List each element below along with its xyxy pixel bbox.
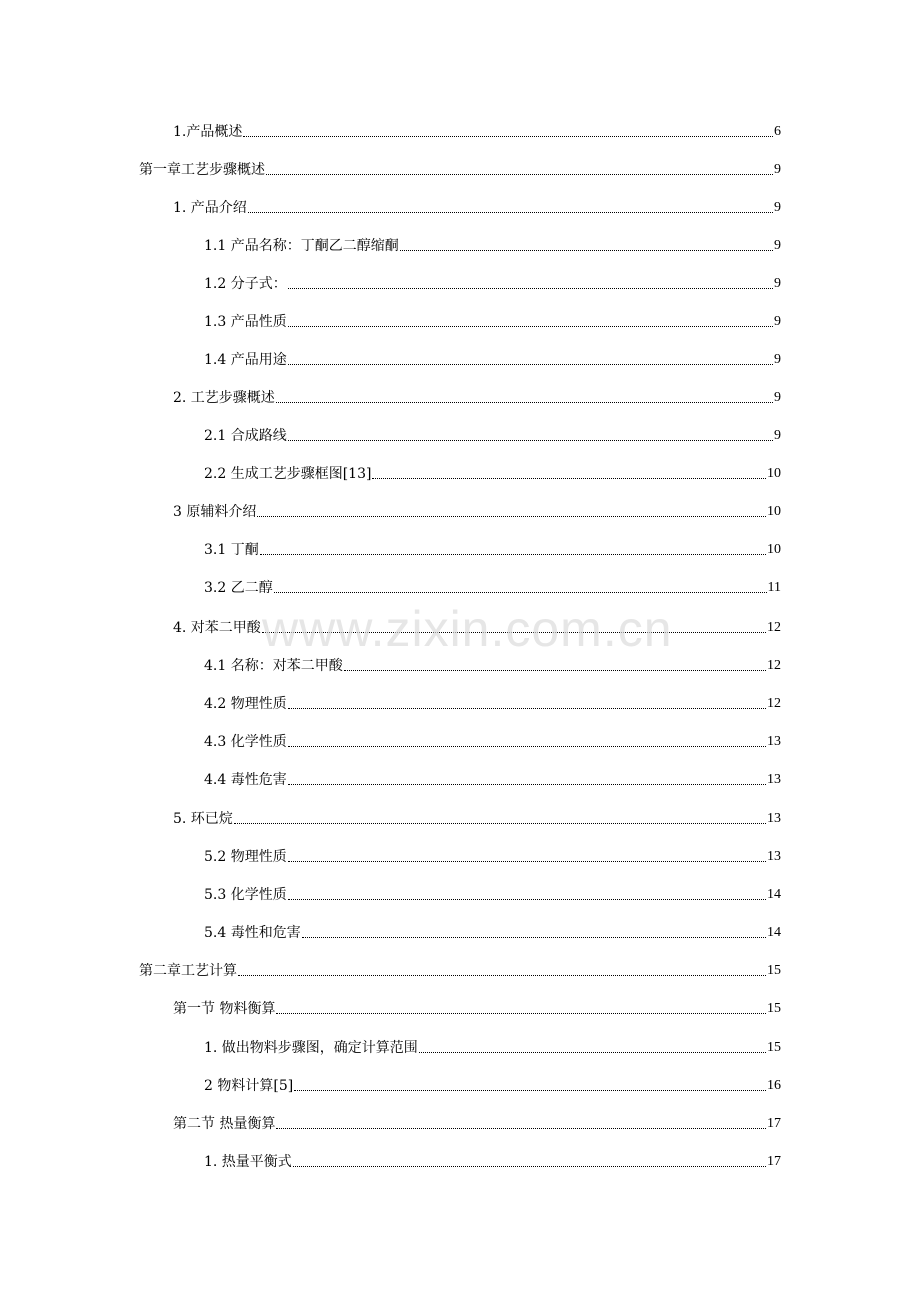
toc-entry-title: 4.4 毒性危害 — [204, 772, 287, 788]
toc-dot-leader — [260, 554, 766, 555]
toc-entry-title: 5.4 毒性和危害 — [204, 925, 301, 941]
toc-entry-3-1[interactable] — [204, 537, 781, 559]
toc-entry-title: 第二章工艺计算 — [139, 963, 237, 979]
toc-dot-leader — [302, 937, 766, 938]
toc-entry-chapter-2[interactable] — [139, 958, 781, 980]
toc-entry-title: 5. 环已烷 — [173, 811, 233, 827]
toc-entry-cyclohexane[interactable] — [173, 806, 781, 828]
toc-dot-leader — [288, 440, 773, 441]
toc-entry-page: 12 — [767, 658, 781, 673]
toc-entry-1-1[interactable] — [204, 233, 781, 255]
toc-dot-leader — [266, 174, 773, 175]
toc-entry-page: 9 — [774, 352, 781, 367]
toc-entry-page: 17 — [767, 1154, 781, 1169]
toc-entry-page: 10 — [767, 466, 781, 481]
toc-entry-title: 2. 工艺步骤概述 — [173, 390, 275, 406]
toc-entry-5-3[interactable] — [204, 882, 781, 904]
toc-entry-page: 13 — [767, 811, 781, 826]
toc-dot-leader — [248, 212, 773, 213]
toc-entry-title: 1.产品概述 — [173, 124, 243, 140]
toc-entry-heat-balance[interactable] — [204, 1149, 781, 1171]
toc-entry-page: 13 — [767, 734, 781, 749]
toc-entry-title: 4.2 物理性质 — [204, 696, 287, 712]
toc-entry-section-1[interactable] — [173, 996, 781, 1018]
toc-dot-leader — [400, 250, 773, 251]
toc-entry-title: 第二节 热量衡算 — [173, 1116, 276, 1132]
toc-entry-page: 9 — [774, 162, 781, 177]
toc-entry-title: 5.3 化学性质 — [204, 887, 287, 903]
toc-entry-title: 第一节 物料衡算 — [173, 1001, 276, 1017]
toc-dot-leader — [288, 784, 766, 785]
toc-entry-title: 3 原辅料介绍 — [173, 504, 257, 520]
toc-entry-section-2[interactable] — [173, 1111, 781, 1133]
toc-dot-leader — [276, 402, 773, 403]
toc-entry-product-overview[interactable] — [173, 119, 781, 141]
toc-dot-leader — [288, 708, 766, 709]
toc-dot-leader — [262, 632, 766, 633]
toc-entry-page: 15 — [767, 1001, 781, 1016]
toc-entry-4-2[interactable] — [204, 691, 781, 713]
toc-entry-page: 12 — [767, 696, 781, 711]
toc-dot-leader — [294, 1090, 766, 1091]
toc-entry-4-3[interactable] — [204, 729, 781, 751]
toc-entry-title: 1. 做出物料步骤图，确定计算范围 — [204, 1040, 418, 1056]
toc-entry-title: 1. 产品介绍 — [173, 200, 247, 216]
toc-entry-1-2[interactable] — [204, 271, 781, 293]
toc-entry-title: 5.2 物理性质 — [204, 849, 287, 865]
toc-entry-material-flow[interactable] — [204, 1035, 781, 1057]
toc-entry-title: 1.2 分子式： — [204, 276, 287, 292]
toc-entry-title: 1.4 产品用途 — [204, 352, 287, 368]
toc-dot-leader — [288, 899, 766, 900]
toc-entry-2-1[interactable] — [204, 423, 781, 445]
toc-dot-leader — [288, 326, 773, 327]
toc-entry-raw-materials[interactable] — [173, 499, 781, 521]
toc-entry-4-4[interactable] — [204, 767, 781, 789]
toc-dot-leader — [276, 1128, 766, 1129]
toc-entry-page: 9 — [774, 314, 781, 329]
toc-entry-process-overview[interactable] — [173, 385, 781, 407]
toc-entry-page: 9 — [774, 276, 781, 291]
toc-entry-page: 10 — [767, 542, 781, 557]
toc-entry-4-1[interactable] — [204, 653, 781, 675]
toc-entry-page: 9 — [774, 238, 781, 253]
toc-dot-leader — [288, 861, 766, 862]
toc-entry-title: 3.2 乙二醇 — [204, 580, 273, 596]
toc-dot-leader — [243, 136, 773, 137]
toc-entry-page: 13 — [767, 849, 781, 864]
toc-entry-page: 9 — [774, 428, 781, 443]
toc-entry-material-calc[interactable] — [204, 1073, 781, 1095]
toc-entry-chapter-1[interactable] — [139, 157, 781, 179]
toc-dot-leader — [274, 592, 767, 593]
watermark: www.zixin.com.cn — [262, 601, 673, 657]
toc-entry-page: 16 — [767, 1078, 781, 1093]
toc-entry-page: 9 — [774, 390, 781, 405]
toc-entry-title: 1.1 产品名称：丁酮乙二醇缩酮 — [204, 238, 399, 254]
toc-entry-page: 15 — [767, 963, 781, 978]
toc-dot-leader — [344, 670, 766, 671]
toc-dot-leader — [288, 746, 766, 747]
toc-entry-1-3[interactable] — [204, 309, 781, 331]
toc-dot-leader — [419, 1052, 766, 1053]
toc-entry-page: 13 — [767, 772, 781, 787]
toc-entry-5-4[interactable] — [204, 920, 781, 942]
toc-entry-title: 4.1 名称：对苯二甲酸 — [204, 658, 343, 674]
toc-entry-page: 14 — [767, 887, 781, 902]
toc-entry-2-2[interactable] — [204, 461, 781, 483]
toc-entry-title: 1.3 产品性质 — [204, 314, 287, 330]
toc-entry-title: 2.2 生成工艺步骤框图[13] — [204, 466, 372, 482]
toc-entry-3-2[interactable] — [204, 575, 781, 597]
toc-dot-leader — [238, 975, 766, 976]
toc-entry-page: 14 — [767, 925, 781, 940]
toc-entry-title: 2 物料计算[5] — [204, 1078, 294, 1094]
toc-entry-1-4[interactable] — [204, 347, 781, 369]
toc-entry-title: 3.1 丁酮 — [204, 542, 259, 558]
toc-entry-page: 15 — [767, 1040, 781, 1055]
toc-entry-title: 4. 对苯二甲酸 — [173, 620, 261, 636]
toc-entry-5-2[interactable] — [204, 844, 781, 866]
toc-entry-page: 12 — [767, 620, 781, 635]
toc-entry-page: 10 — [767, 504, 781, 519]
toc-entry-title: 4.3 化学性质 — [204, 734, 287, 750]
toc-entry-page: 9 — [774, 200, 781, 215]
toc-entry-title: 2.1 合成路线 — [204, 428, 287, 444]
toc-dot-leader — [293, 1166, 766, 1167]
toc-entry-title: 1. 热量平衡式 — [204, 1154, 292, 1170]
toc-entry-page: 17 — [767, 1116, 781, 1131]
toc-dot-leader — [288, 288, 773, 289]
toc-entry-title: 第一章工艺步骤概述 — [139, 162, 265, 178]
toc-dot-leader — [234, 823, 766, 824]
toc-dot-leader — [257, 516, 766, 517]
toc-dot-leader — [276, 1013, 766, 1014]
toc-entry-page: 6 — [774, 124, 781, 139]
toc-entry-terephthalic-acid[interactable] — [173, 615, 781, 637]
toc-dot-leader — [288, 364, 773, 365]
toc-entry-product-intro[interactable] — [173, 195, 781, 217]
toc-entry-page: 11 — [767, 580, 781, 595]
toc-dot-leader — [372, 478, 766, 479]
